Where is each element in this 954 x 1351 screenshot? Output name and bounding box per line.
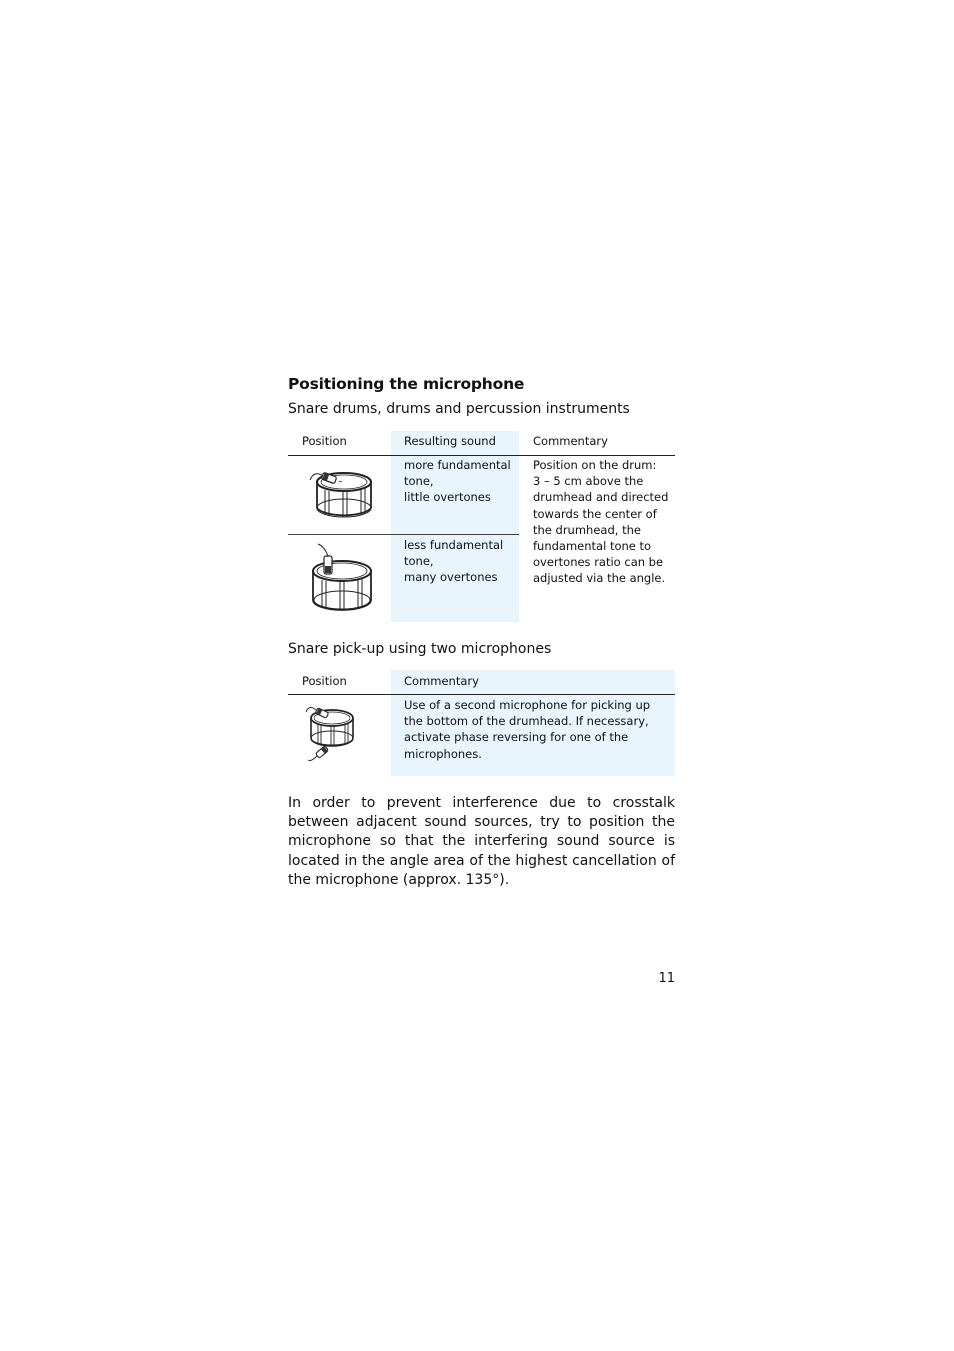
table1-commentary: Position on the drum: 3 – 5 cm above the drumhead and directed towards the center of the drumhead, the fundamental tone to overtones ratio can be adjusted via the angle. (533, 458, 669, 586)
table1-header-rule (288, 455, 675, 456)
page-title: Positioning the microphone (288, 375, 525, 393)
table1-header-position: Position (302, 434, 347, 448)
drum-two-mics-icon (300, 700, 360, 764)
drum-mic-vertical-icon (302, 542, 378, 616)
table1-header-sound: Resulting sound (404, 434, 496, 448)
table1-row2-sound: less fundamental tone, many overtones (404, 538, 504, 585)
table2-header-position: Position (302, 674, 347, 688)
page-number: 11 (658, 971, 675, 986)
table2-header-rule (288, 694, 675, 695)
table1-row-rule (288, 534, 519, 535)
table1-caption: Snare drums, drums and percussion instruments (288, 401, 630, 417)
table2-caption: Snare pick-up using two microphones (288, 641, 552, 657)
drum-mic-angled-icon (302, 460, 378, 524)
table1-header-commentary: Commentary (533, 434, 608, 448)
body-paragraph: In order to prevent interference due to crosstalk between adjacent sound sources, try to position the microphone so that the interfering sound source is located in the angle area of the highest cancellation of the microphone (approx. 135°). (288, 795, 675, 888)
table2-header-commentary: Commentary (404, 674, 479, 688)
table2-commentary: Use of a second microphone for picking up the bottom of the drumhead. If necessary, activate phase reversing for one of the microphones. (404, 698, 651, 761)
table1-row1-sound: more fundamental tone, little overtones (404, 458, 511, 505)
